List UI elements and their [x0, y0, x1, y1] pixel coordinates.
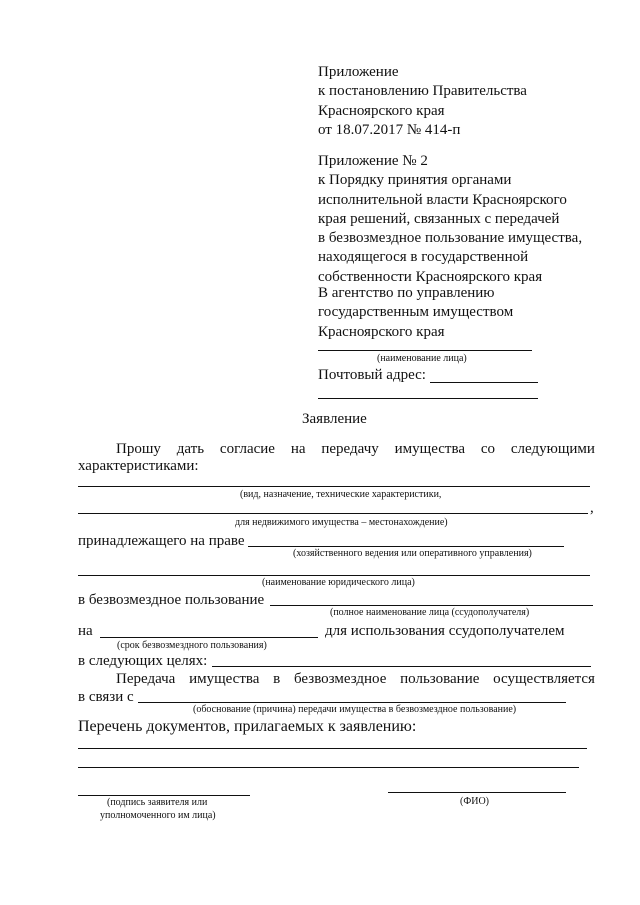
appendix2-line: находящегося в государственной — [318, 249, 529, 266]
word: Прошу — [116, 441, 161, 457]
appendix-header — [318, 63, 527, 140]
appendix-line: к постановлению Правительства — [318, 83, 527, 100]
appendix2-line: исполнительной власти Красноярского — [318, 191, 567, 208]
word: на — [290, 441, 306, 457]
appendix-line: от 18.07.2017 № 414-п — [318, 121, 461, 138]
appendix-line: Красноярского края — [318, 102, 445, 119]
word: имущества — [394, 441, 465, 457]
purpose-line[interactable] — [212, 666, 591, 667]
postal-address-line-2[interactable] — [318, 398, 538, 399]
caption-term: (срок безвозмездного пользования) — [117, 640, 267, 651]
documents-line-1[interactable] — [78, 748, 587, 749]
applicant-name-line[interactable] — [318, 350, 532, 351]
addressee-line: В агентство по управлению — [318, 285, 495, 301]
word: безвозмездное — [294, 671, 387, 687]
borrower-line[interactable] — [270, 605, 593, 606]
word: следующими — [510, 441, 595, 457]
appendix2-line: Приложение № 2 — [318, 153, 428, 169]
caption-fio: (ФИО) — [460, 796, 490, 807]
term-prefix: на — [78, 623, 93, 639]
addressee-line: государственным имуществом — [318, 304, 514, 321]
word: Передача — [116, 671, 176, 687]
postal-address-label: Почтовый адрес: — [318, 367, 426, 383]
reason-line[interactable] — [138, 702, 566, 703]
appendix2-header — [318, 152, 582, 287]
addressee — [318, 284, 513, 342]
characteristics-line-2[interactable] — [78, 513, 588, 514]
purpose-label: в следующих целях: — [78, 653, 208, 669]
caption-borrower: (полное наименование лица (ссудополучателя) — [330, 607, 530, 618]
word: пользование — [400, 671, 480, 687]
word: осуществляется — [493, 671, 595, 687]
caption-reason: (обоснование (причина) передачи имущества в безвозмездное пользование) — [193, 704, 517, 715]
fio-line[interactable] — [388, 792, 566, 793]
characteristics-line-1[interactable] — [78, 486, 590, 487]
caption-sign-line2: уполномоченного им лица) — [100, 810, 216, 821]
word: имущества — [189, 671, 260, 687]
appendix2-line: в безвозмездное пользование имущества, — [318, 230, 583, 247]
caption-location: для недвижимого имущества – местонахождение) — [235, 517, 448, 528]
name-caption: (наименование лица) — [377, 353, 467, 364]
signature-line[interactable] — [78, 795, 250, 796]
word: передачу — [321, 441, 379, 457]
right-type-line[interactable] — [248, 546, 564, 547]
reason-label: в связи с — [78, 689, 134, 705]
appendix2-line: края решений, связанных с передачей — [318, 210, 560, 227]
word: в — [273, 671, 281, 687]
request-line-2: характеристиками: — [78, 458, 199, 474]
term-line[interactable] — [100, 637, 318, 638]
comma: , — [590, 500, 594, 516]
documents-label: Перечень документов, прилагаемых к заявлению: — [78, 718, 417, 735]
entity-name-line[interactable] — [78, 575, 590, 576]
appendix2-line: собственности Красноярского края — [318, 268, 543, 285]
transfer-line — [116, 670, 595, 689]
word: согласие — [219, 441, 275, 457]
free-use-label: в безвозмездное пользование — [78, 592, 265, 608]
documents-line-2[interactable] — [78, 767, 579, 768]
caption-sign-line1: (подпись заявителя или — [107, 797, 208, 808]
word: дать — [176, 441, 205, 457]
word: со — [480, 441, 496, 457]
caption-right: (хозяйственного ведения или оперативного управления) — [293, 548, 532, 559]
appendix2-line: к Порядку принятия органами — [318, 172, 512, 189]
appendix-line: Приложение — [318, 64, 399, 80]
addressee-line: Красноярского края — [318, 323, 445, 340]
caption-entity: (наименование юридического лица) — [262, 577, 415, 588]
right-label: принадлежащего на праве — [78, 533, 245, 549]
caption-characteristics: (вид, назначение, технические характеристики, — [240, 489, 442, 500]
term-suffix: для использования ссудополучателем — [325, 623, 565, 639]
document-title: Заявление — [302, 411, 367, 427]
postal-address-line-1[interactable] — [430, 382, 538, 383]
